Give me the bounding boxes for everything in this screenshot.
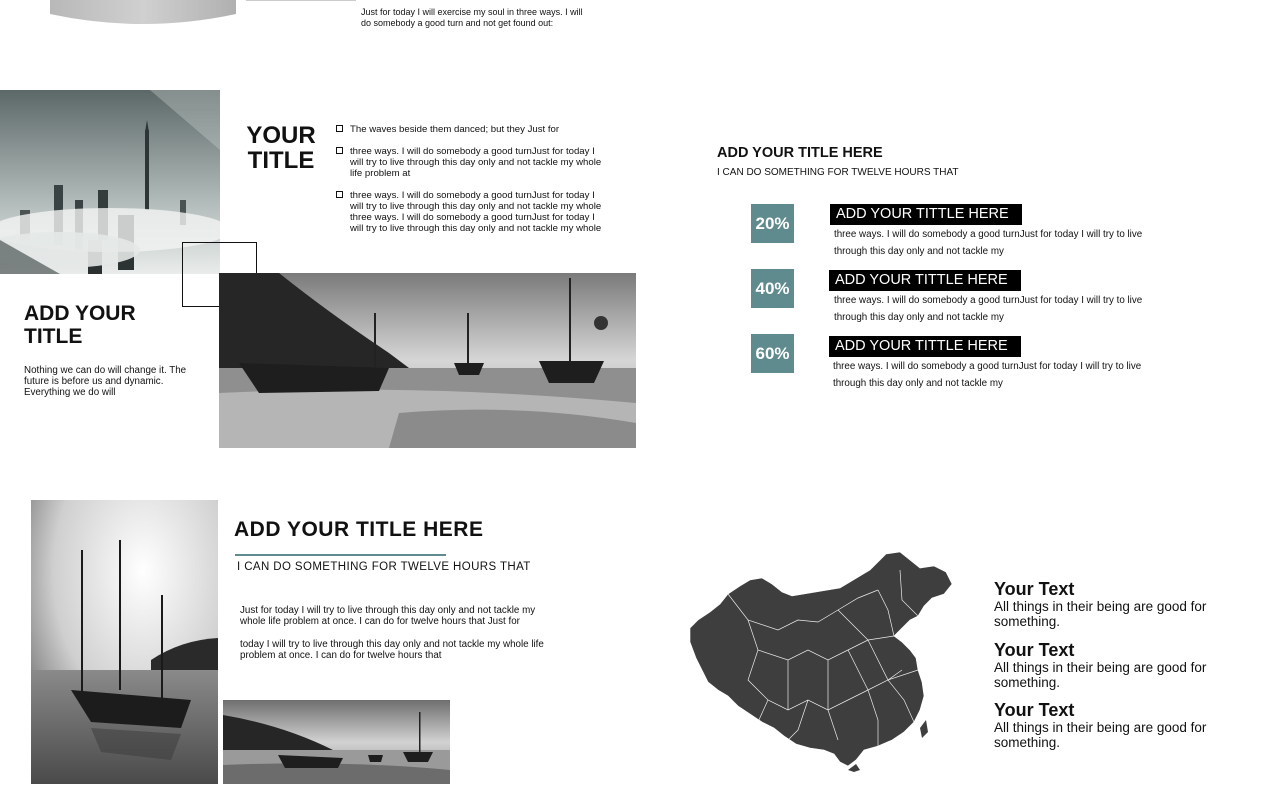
bullet-list xyxy=(336,124,608,245)
percent-badge-40: 40% xyxy=(751,269,794,308)
checkbox-square-icon xyxy=(336,125,343,132)
text-block-2 xyxy=(994,640,1209,690)
checkbox-square-icon xyxy=(336,191,343,198)
title-underline xyxy=(235,554,446,556)
china-map xyxy=(688,550,954,772)
text-block-title: Your Text xyxy=(994,640,1075,660)
sailboat-photo xyxy=(31,500,218,784)
right-subtitle: I CAN DO SOMETHING FOR TWELVE HOURS THAT xyxy=(717,167,959,178)
bottom-para-1: Just for today I will try to live through this day only and not tackle my whole life problem at once. I can do for twelve hours that Just for xyxy=(240,605,536,627)
tittle-heading-2: ADD YOUR TITTLE HERE xyxy=(829,270,1021,291)
top-fragment-text: Just for today I will exercise my soul in three ways. I will do somebody a good turn and not get found out: xyxy=(361,7,583,28)
text-block-desc: All things in their being are good for something. xyxy=(994,599,1207,629)
list-item xyxy=(336,124,608,135)
list-item xyxy=(336,146,608,179)
percent-badge-20: 20% xyxy=(751,204,794,243)
list-item-text: three ways. I will do somebody a good turnJust for today I will try to live through this day only and not tackle my whole three ways. I will do somebody a good turnJust for today I will try to live through this day only and not tackle my whole xyxy=(350,190,602,234)
tittle-desc-1: three ways. I will do somebody a good turnJust for today I will try to live through this day only and not tackle my xyxy=(834,229,1143,257)
right-title: ADD YOUR TITLE HERE xyxy=(717,145,883,161)
text-block-desc: All things in their being are good for something. xyxy=(994,660,1207,690)
top-cylinder-shape xyxy=(50,0,236,26)
add-title-desc: Nothing we can do will change it. The future is before us and dynamic. Everything we do will xyxy=(24,365,187,398)
text-block-desc: All things in their being are good for something. xyxy=(994,720,1207,750)
list-item-text: The waves beside them danced; but they Just for xyxy=(350,124,560,135)
checkbox-square-icon xyxy=(336,147,343,154)
bottom-subtitle: I CAN DO SOMETHING FOR TWELVE HOURS THAT xyxy=(237,561,531,573)
text-block-title: Your Text xyxy=(994,579,1075,599)
bottom-title: ADD YOUR TITLE HERE xyxy=(234,518,484,541)
slide-title-text: YOUR TITLE xyxy=(246,122,316,174)
top-divider-line xyxy=(246,0,356,1)
text-block-3 xyxy=(994,700,1209,750)
list-item xyxy=(336,190,608,234)
list-item-text: three ways. I will do somebody a good turnJust for today I will try to live through this day only and not tackle my whole life problem at xyxy=(350,146,602,179)
tittle-heading-3: ADD YOUR TITTLE HERE xyxy=(829,336,1021,357)
add-title-heading: ADD YOUR TITLE xyxy=(24,302,136,348)
beach-boats-photo xyxy=(219,273,636,448)
small-beach-photo xyxy=(223,700,450,784)
tittle-desc-3: three ways. I will do somebody a good turnJust for today I will try to live through this day only and not tackle my xyxy=(833,361,1142,389)
bottom-para-2: today I will try to live through this day only and not tackle my whole life problem at once. I can do for twelve hours that xyxy=(240,639,544,661)
slide-title xyxy=(246,123,316,173)
text-block-1 xyxy=(994,579,1209,629)
tittle-heading-1: ADD YOUR TITTLE HERE xyxy=(830,204,1022,225)
tittle-desc-2: three ways. I will do somebody a good turnJust for today I will try to live through this day only and not tackle my xyxy=(834,295,1143,323)
text-block-title: Your Text xyxy=(994,700,1075,720)
percent-badge-60: 60% xyxy=(751,334,794,373)
